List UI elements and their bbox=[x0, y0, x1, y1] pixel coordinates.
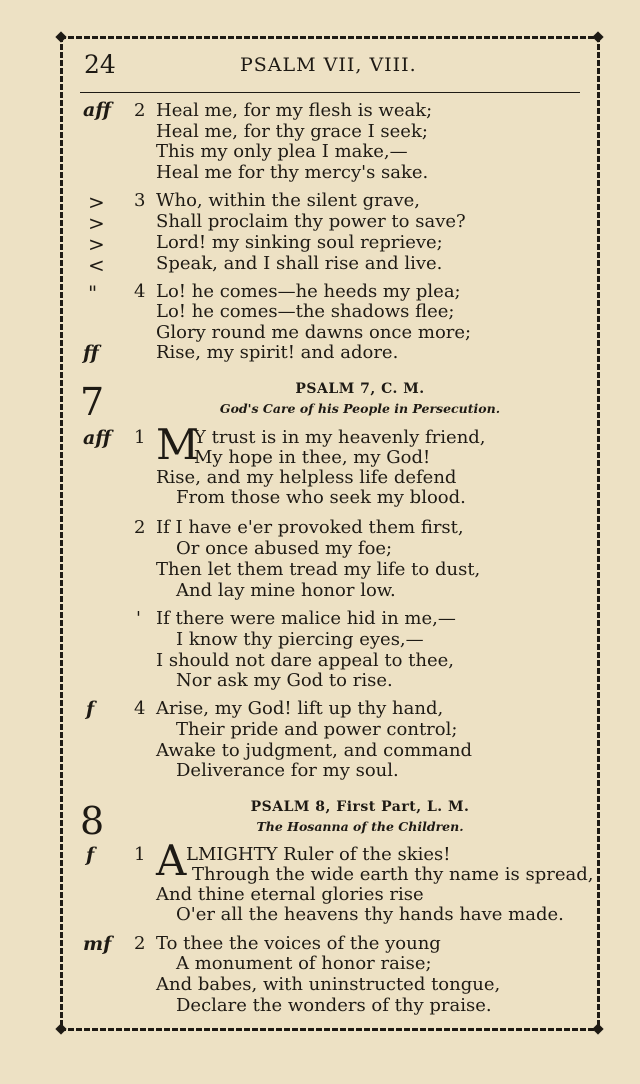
hymn-line: Heal me for thy mercy's sake. bbox=[156, 162, 429, 183]
hymn-line: Their pride and power control; bbox=[176, 719, 458, 740]
hymn-line: O'er all the heavens thy hands have made. bbox=[176, 904, 564, 925]
diminuendo-mark: < bbox=[88, 253, 105, 277]
hymn-line: Glory round me dawns once more; bbox=[156, 322, 472, 343]
dynamic-mark: ff bbox=[83, 342, 99, 364]
hymn-line: My hope in thee, my God! bbox=[194, 447, 431, 468]
verse-number: 2 bbox=[134, 933, 146, 954]
hymn-line: And lay mine honor low. bbox=[176, 580, 396, 601]
hymn-line: To thee the voices of the young bbox=[156, 933, 441, 954]
dynamic-mark: aff bbox=[83, 427, 112, 449]
page-border-top bbox=[60, 36, 600, 39]
hymn-line: I know thy piercing eyes,— bbox=[176, 629, 424, 650]
hymn-line: Then let them tread my life to dust, bbox=[156, 559, 481, 580]
verse-number: 1 bbox=[134, 844, 146, 865]
hymn-line: Nor ask my God to rise. bbox=[176, 670, 393, 691]
hymn-line: Speak, and I shall rise and live. bbox=[156, 253, 443, 274]
page-number: 24 bbox=[84, 50, 116, 79]
dynamic-mark: mf bbox=[83, 933, 112, 955]
hymn-line: Lord! my sinking soul reprieve; bbox=[156, 232, 443, 253]
page-border-bottom bbox=[60, 1028, 600, 1031]
psalm-heading: PSALM 7, C. M. bbox=[295, 381, 425, 397]
crescendo-mark: > bbox=[88, 211, 105, 235]
psalm-subtitle: God's Care of his People in Persecution. bbox=[219, 401, 501, 416]
hymn-line: And babes, with uninstructed tongue, bbox=[156, 974, 501, 995]
hymn-line: LMIGHTY Ruler of the skies! bbox=[186, 844, 451, 865]
verse-number: 3 bbox=[134, 190, 146, 211]
page-header bbox=[80, 48, 580, 93]
hymn-line: Lo! he comes—the shadows flee; bbox=[156, 301, 455, 322]
dynamic-mark: f bbox=[86, 698, 95, 720]
hymn-line: Rise, and my helpless life defend bbox=[156, 467, 457, 488]
hymn-line: Heal me, for my flesh is weak; bbox=[156, 100, 433, 121]
hymn-line: Deliverance for my soul. bbox=[176, 760, 399, 781]
hymn-line: I should not dare appeal to thee, bbox=[156, 650, 454, 671]
page-border-left bbox=[60, 36, 63, 1031]
crescendo-mark: > bbox=[88, 232, 105, 256]
hymn-line: Awake to judgment, and command bbox=[156, 740, 473, 761]
verse-number: 4 bbox=[134, 698, 146, 719]
verse-number: 2 bbox=[134, 100, 146, 121]
hymn-line: A monument of honor raise; bbox=[176, 953, 432, 974]
drop-cap: M bbox=[156, 420, 200, 469]
psalm-number: 7 bbox=[80, 380, 105, 424]
dynamic-mark: f bbox=[86, 844, 95, 866]
hymn-line: If there were malice hid in me,— bbox=[156, 608, 456, 629]
verse-number: 1 bbox=[134, 427, 146, 448]
psalm-number: 8 bbox=[80, 799, 105, 843]
hymn-line: This my only plea I make,— bbox=[156, 141, 408, 162]
verse-number: 4 bbox=[134, 281, 146, 302]
hymn-line: Rise, my spirit! and adore. bbox=[156, 342, 399, 363]
hymn-line: Shall proclaim thy power to save? bbox=[156, 211, 466, 232]
corner-ornament bbox=[55, 31, 66, 42]
verse-number: 2 bbox=[134, 517, 146, 538]
psalm-subtitle: The Hosanna of the Children. bbox=[256, 819, 464, 834]
corner-ornament bbox=[55, 1023, 66, 1034]
hymn-line: Declare the wonders of thy praise. bbox=[176, 995, 492, 1016]
hymn-line: Who, within the silent grave, bbox=[156, 190, 420, 211]
running-title: PSALM VII, VIII. bbox=[240, 54, 417, 76]
page-border-right bbox=[597, 36, 600, 1031]
ditto-mark: " bbox=[88, 281, 98, 305]
corner-ornament bbox=[592, 1023, 603, 1034]
verse-number: ' bbox=[136, 608, 141, 629]
crescendo-mark: > bbox=[88, 190, 105, 214]
corner-ornament bbox=[592, 31, 603, 42]
hymn-line: Y trust is in my heavenly friend, bbox=[194, 427, 486, 448]
drop-cap: A bbox=[156, 836, 187, 885]
hymn-line: And thine eternal glories rise bbox=[156, 884, 424, 905]
hymn-line: Heal me, for thy grace I seek; bbox=[156, 121, 428, 142]
hymn-line: Arise, my God! lift up thy hand, bbox=[156, 698, 444, 719]
dynamic-mark: aff bbox=[83, 99, 112, 121]
hymn-line: From those who seek my blood. bbox=[176, 487, 466, 508]
psalm-heading: PSALM 8, First Part, L. M. bbox=[250, 799, 470, 815]
hymn-line: If I have e'er provoked them first, bbox=[156, 517, 464, 538]
hymn-line: Through the wide earth thy name is spread, bbox=[192, 864, 594, 885]
hymn-line: Lo! he comes—he heeds my plea; bbox=[156, 281, 461, 302]
hymn-line: Or once abused my foe; bbox=[176, 538, 393, 559]
